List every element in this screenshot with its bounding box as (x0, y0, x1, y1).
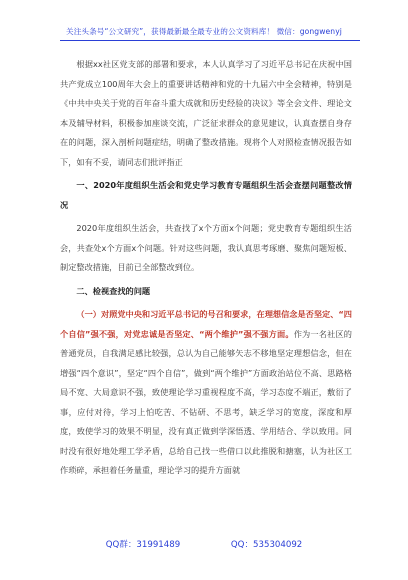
subsection-1-title: （一）对照党中央和习近平总书记的号召和要求，在理想信念是否坚定、“四个自信”强不强，对党忠诚是否坚定、“两个维护”强不强方面。 (60, 309, 352, 339)
subsection-1-body: 作为一名社区的普通党员，自我满足感比较强，总认为自己能够矢志不移地坚定理想信念，但在增强“四个意识”，坚定“四个自信”，做到“两个维护”方面政治站位不高、思路格局不宽、大局意识不强，致使理论学习重视程度不高，学习态度不端正，敷衍了事，应付对待，学习上怕吃苦、不钻研、不思考，缺乏学习的宽度，深度和厚度，致使学习的效果不明显，没有真正做到学深悟透、学用结合、学以致用。同时没有很好地处理工学矛盾，总给自己找一些借口以此推脱和搪塞，认为社区工作琐碎，承担着任务量重，理论学习的提升方面就 (60, 328, 352, 475)
section-1-paragraph: 2020年度组织生活会，共查找了x个方面x个问题；党史教育专题组织生活会，共查处x个方面x个问题。针对这些问题，我认真思考琢磨、聚焦问题短板、制定整改措施，目前已全部整改到位。 (60, 223, 352, 272)
section-heading-1: 一、2020年度组织生活会和党史学习教育专题组织生活会查摆问题整改情况 (60, 180, 352, 210)
section-heading-2: 二、检视查找的问题 (76, 285, 151, 296)
footer-qq-contact: QQ：535304092 (230, 540, 303, 550)
header-divider (60, 40, 360, 41)
subsection-1-paragraph (60, 305, 352, 481)
footer-qq-group: QQ群：31991489 (105, 540, 181, 550)
intro-paragraph: 根据xx社区党支部的部署和要求，本人认真学习了习近平总书记在庆祝中国共产党成立100周年大会上的重要讲话精神和党的十九届六中全会精神，特别是《中共中央关于党的百年奋斗重大成就和历史经验的决议》等全会文件、理论文本及辅导材料，积极参加座谈交流，广泛征求群众的意见建议，认真查摆自身存在的问题，深入剖析问题症结，明确了整改措施。现将个人对照检查情况报告如下，如有不妥，请同志们批评指正 (60, 59, 352, 167)
page-header-banner: 关注头条号“公文研究”，获得最新最全最专业的公文资料库！ 微信：gongwenyj (66, 27, 342, 36)
document-body (60, 55, 352, 481)
page-footer (0, 538, 408, 550)
